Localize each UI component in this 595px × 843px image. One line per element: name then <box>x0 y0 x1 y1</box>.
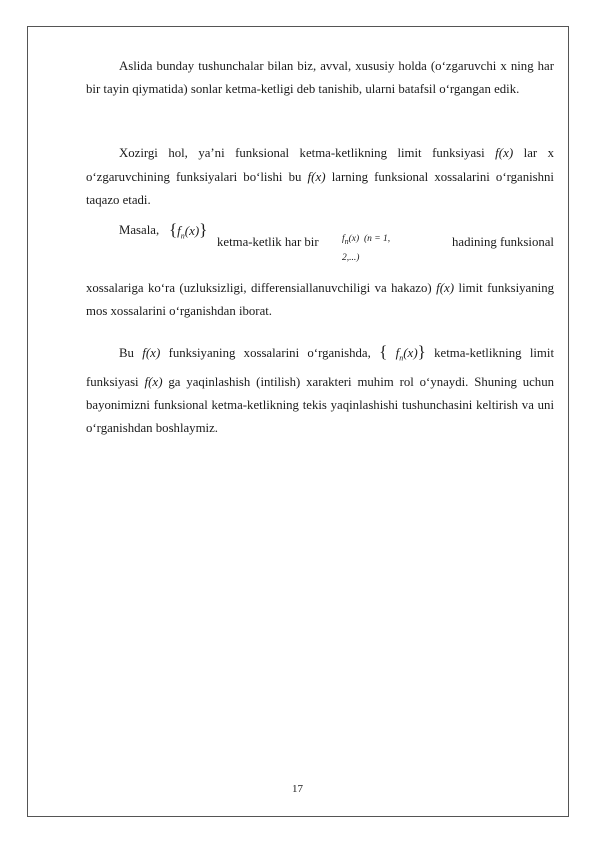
paragraph-2 <box>86 141 554 212</box>
paragraph-5-mid1: funksiyaning xossalarini o‘rganishda, <box>160 346 380 360</box>
paragraph-1 <box>86 55 554 101</box>
paragraph-5 <box>86 340 554 440</box>
paragraph-2-start: Xozirgi hol, ya’ni funksional ketma-ketlikning limit funksiyasi <box>119 146 496 160</box>
paragraph-2-end: larning funksional xossalarini o‘rganishni taqazo etadi. <box>86 170 554 207</box>
formula-fn-set: { $f_n(x)$} <box>379 342 426 363</box>
formula-fn-set: $\{f_n(x)\}$ <box>169 220 208 241</box>
paragraph-1-text: Aslida bunday tushunchalar bilan biz, avval, xususiy holda (o‘zgaruvchi x ning har bir tayin qiymatida) sonlar ketma-ketligi deb tanishib, ularni batafsil o‘rgangan edik. <box>86 59 554 96</box>
paragraph-4-start: xossalariga ko‘ra (uzluksizligi, differensiallanuvchiligi va hakazo) <box>86 281 437 295</box>
masala-label: Masala, <box>119 223 160 237</box>
paragraph-3 <box>86 221 554 269</box>
paragraph-5-mid2: ketma-ketlikning limit funksiyasi <box>86 346 555 389</box>
paragraph-2-mid: lar x o‘zgaruvchining funksiyalari bo‘lishi bu <box>86 146 554 184</box>
paragraph-5-end: ga yaqinlashish (intilish) xarakteri muhim rol o‘ynaydi. Shuning uchun bayonimizni funksional ketma-ketlikning tekis yaqinlashishi tushunchasini keltirish va uni o‘rganishdan boshlaymiz. <box>86 374 555 435</box>
formula-fn-range: $f_n(x) (n = 1$, 2,...) <box>342 234 391 263</box>
paragraph-4-end: limit funksiyaning mos xossalarini o‘rganishdan iborat. <box>86 281 554 318</box>
page-number: 17 <box>292 783 303 795</box>
formula-f-of-x: f(x) <box>142 345 161 360</box>
paragraph-5-start: Bu <box>119 346 143 360</box>
ketma-ketlik-text: ketma-ketlik har bir <box>217 235 319 249</box>
formula-f-of-x: f(x) <box>307 169 326 184</box>
formula-f-of-x: f(x) <box>436 280 455 295</box>
formula-f-of-x: f(x) <box>495 145 514 160</box>
paragraph-3-continued <box>86 276 554 323</box>
formula-f-of-x: f(x) <box>144 373 163 389</box>
hadining-text: hadining funksional <box>451 235 554 249</box>
